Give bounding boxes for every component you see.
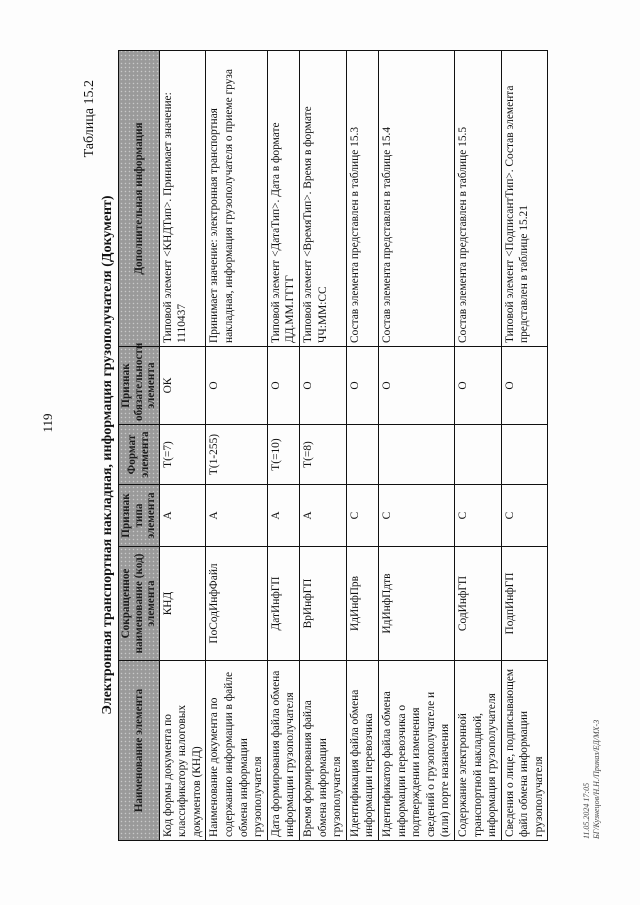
cell-required: О xyxy=(206,347,267,425)
table-row xyxy=(378,51,454,841)
page-number: 119 xyxy=(40,413,55,433)
cell-format: T(1-255) xyxy=(206,425,267,485)
header-element-code: Сокращенное наименование (код) элемента xyxy=(119,547,160,661)
cell-required: О xyxy=(267,347,299,425)
cell-code: ДатИнфГП xyxy=(267,547,299,661)
cell-required: О xyxy=(299,347,346,425)
cell-info: Состав элемента представлен в таблице 15.4 xyxy=(378,51,454,347)
table-row xyxy=(206,51,267,841)
cell-info: Принимает значение: электронная транспортная накладная, информация грузополучателя о приеме груза xyxy=(206,51,267,347)
cell-code: КНД xyxy=(159,547,206,661)
cell-info: Типовой элемент <ВремяТип>. Время в формате ЧЧ:ММ:СС xyxy=(299,51,346,347)
cell-code: ПоСодИнфФайл xyxy=(206,547,267,661)
table-row xyxy=(346,51,378,841)
table-row xyxy=(267,51,299,841)
cell-name: Идентификатор файла обмена информации перевозчика о подтверждении изменения сведений о грузополучателе и (или) порте назначения xyxy=(378,661,454,841)
cell-type: А xyxy=(159,485,206,547)
cell-type: А xyxy=(267,485,299,547)
header-element-name: Наименование элемента xyxy=(119,661,160,841)
elements-table xyxy=(118,50,548,841)
header-additional-info: Дополнительная информация xyxy=(119,51,160,347)
table-row xyxy=(501,51,548,841)
cell-code: СодИнфГП xyxy=(454,547,501,661)
cell-type: С xyxy=(378,485,454,547)
cell-required: ОК xyxy=(159,347,206,425)
cell-name: Содержание электронной транспортной накладной, информация грузополучателя xyxy=(454,661,501,841)
cell-type: С xyxy=(454,485,501,547)
cell-name: Наименование документа по содержанию информации в файле обмена информации грузополучателя xyxy=(206,661,267,841)
cell-required: О xyxy=(346,347,378,425)
cell-type: С xyxy=(346,485,378,547)
header-element-type: Признак типа элемента xyxy=(119,485,160,547)
cell-format xyxy=(454,425,501,485)
cell-required: О xyxy=(501,347,548,425)
cell-name: Дата формирования файла обмена информации грузополучателя xyxy=(267,661,299,841)
table-row xyxy=(159,51,206,841)
stamp-line: БГ/Кузнецов/Н.Н./Приказ/ЕД/МХ-3 xyxy=(592,719,602,839)
cell-name: Код формы документа по классификатору налоговых документов (КНД) xyxy=(159,661,206,841)
table-label: Таблица 15.2 xyxy=(82,80,97,158)
cell-type: С xyxy=(501,485,548,547)
cell-info: Типовой элемент <КНДТип>. Принимает значение: 1110437 xyxy=(159,51,206,347)
cell-code: ИдИнфПдтв xyxy=(378,547,454,661)
cell-name: Сведения о лице, подписывающем файл обмена информации грузополучателя xyxy=(501,661,548,841)
cell-info: Состав элемента представлен в таблице 15.5 xyxy=(454,51,501,347)
table-title: Электронная транспортная накладная, информация грузополучателя (Документ) xyxy=(100,195,115,715)
cell-info: Типовой элемент <ДатаТип>. Дата в формате ДД.ММ.ГГГГ xyxy=(267,51,299,347)
cell-format: T(=7) xyxy=(159,425,206,485)
cell-format: T(=10) xyxy=(267,425,299,485)
cell-format: T(=8) xyxy=(299,425,346,485)
cell-required: О xyxy=(378,347,454,425)
cell-info: Типовой элемент <ПодписантТип>. Состав элемента представлен в таблице 15.21 xyxy=(501,51,548,347)
cell-type: А xyxy=(299,485,346,547)
cell-format xyxy=(378,425,454,485)
table-row xyxy=(299,51,346,841)
cell-format xyxy=(501,425,548,485)
stamp-line: 11.05.2024 17:05 xyxy=(582,782,591,839)
cell-code: ВрИнфГП xyxy=(299,547,346,661)
cell-type: А xyxy=(206,485,267,547)
header-element-required: Признак обязательности элемента xyxy=(119,347,160,425)
cell-required: О xyxy=(454,347,501,425)
cell-format xyxy=(346,425,378,485)
table-row xyxy=(454,51,501,841)
cell-code: ПодпИнфГП xyxy=(501,547,548,661)
cell-name: Время формирования файла обмена информации грузополучателя xyxy=(299,661,346,841)
header-element-format: Формат элемента xyxy=(119,425,160,485)
cell-name: Идентификация файла обмена информации перевозчика xyxy=(346,661,378,841)
table-header-row xyxy=(119,51,160,841)
registration-stamp xyxy=(582,720,603,839)
cell-code: ИдИнфПрв xyxy=(346,547,378,661)
cell-info: Состав элемента представлен в таблице 15.3 xyxy=(346,51,378,347)
